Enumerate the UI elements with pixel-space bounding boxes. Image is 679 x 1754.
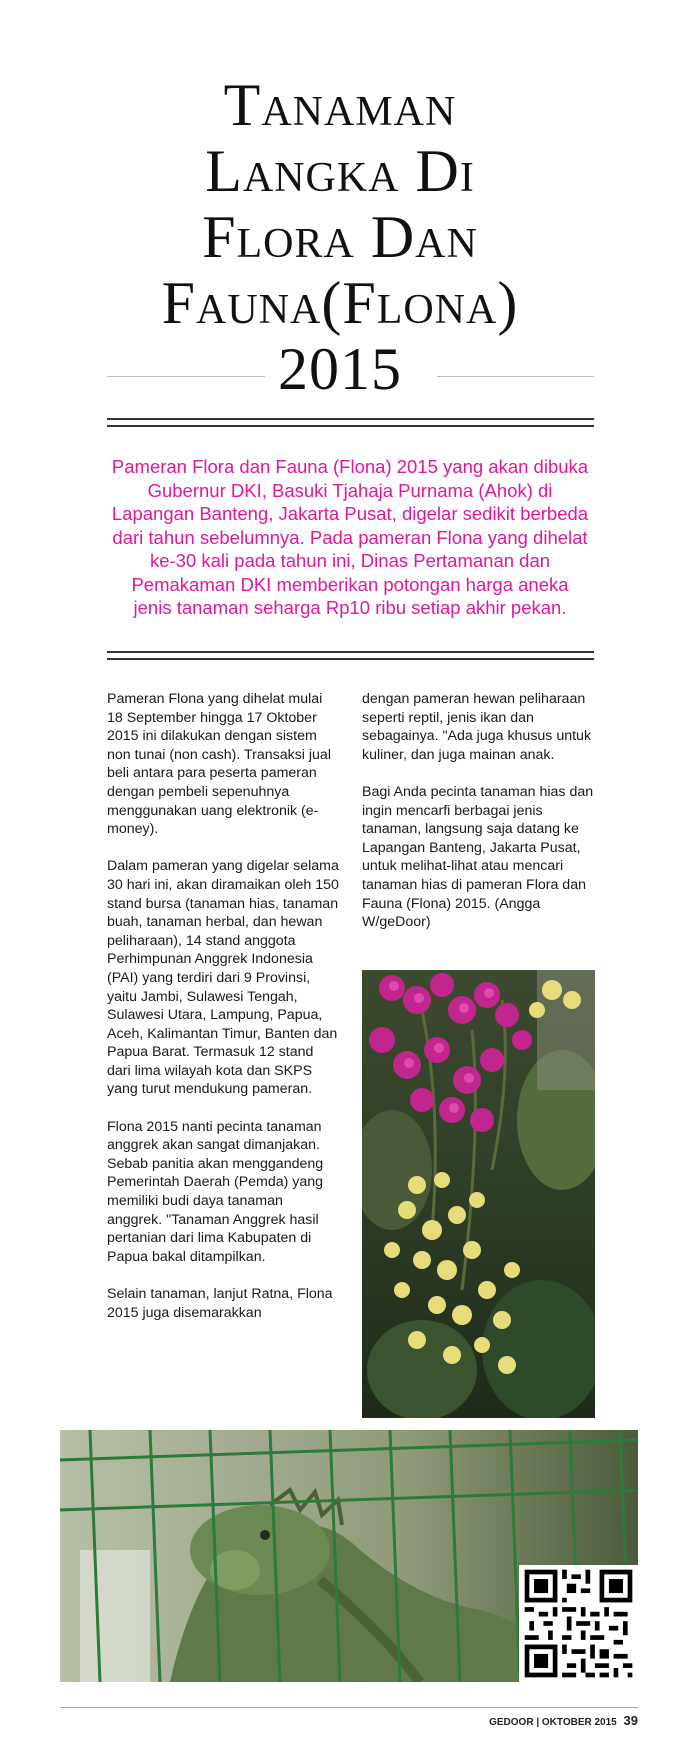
- divider-top-2: [107, 425, 594, 427]
- page-footer: [489, 1713, 638, 1728]
- orchid-photo: [362, 970, 595, 1418]
- lead-paragraph: Pameran Flora dan Fauna (Flona) 2015 yang akan dibuka Gubernur DKI, Basuki Tjahaja Purnama (Ahok) di Lapangan Banteng, Jakarta Pusat, digelar sedikit berbeda dari tahun sebelumnya. Pada pameran Flona yang dihelat ke-30 kali pada tahun ini, Dinas Pertamanan dan Pemakaman DKI memberikan potongan harga aneka jenis tanaman seharga Rp10 ribu setiap akhir pekan.: [111, 456, 589, 618]
- body-paragraph: Dalam pameran yang digelar selama 30 hari ini, akan diramaikan oleh 150 stand bursa (tanaman hias, tanaman buah, tanaman herbal, dan hewan peliharaan), 14 stand anggota Perhimpunan Anggrek Indonesia (PAI) yang terdiri dari 9 Provinsi, yaitu Jambi, Sulawesi Tengah, Sulawesi Utara, Lampung, Papua, Aceh, Kalimantan Timur, Banten dan Papua Barat. Termasuk 12 stand dari lima wilayah kota dan SKPS yang turut mendukung pameran.: [107, 858, 339, 1098]
- divider-top-1: [107, 418, 594, 420]
- divider-bottom-1: [107, 651, 594, 653]
- title-line: Tanaman: [223, 72, 457, 138]
- orchid-illustration: [362, 970, 595, 1418]
- qr-code-graphic: [519, 1565, 638, 1682]
- title-rule-right: [437, 376, 594, 377]
- page-number: 39: [623, 1713, 638, 1728]
- title-line: 2015: [278, 336, 402, 402]
- footer-rule: [60, 1707, 638, 1708]
- qr-code[interactable]: [519, 1565, 638, 1682]
- title-line: Fauna(Flona): [161, 270, 519, 336]
- body-paragraph: dengan pameran hewan peliharaan seperti reptil, jenis ikan dan sebagainya. "Ada juga khusus untuk kuliner, dan juga mainan anak.: [362, 691, 592, 763]
- title-line: Flora Dan: [202, 204, 478, 270]
- body-column-2: [362, 690, 596, 950]
- publication-label: GEDOOR | OKTOBER 2015: [489, 1717, 617, 1728]
- title-rule-left: [107, 376, 265, 377]
- body-paragraph: Selain tanaman, lanjut Ratna, Flona 2015 juga disemarakkan: [107, 1286, 333, 1321]
- body-paragraph: Bagi Anda pecinta tanaman hias dan ingin mencarfi berbagai jenis tanaman, langsung saja datang ke Lapangan Banteng, Jakarta Pusat, untuk melihat-lihat atau mencari tanaman hias di pameran Flora dan Fauna (Flona) 2015. (Angga W/geDoor): [362, 783, 594, 931]
- article-title: [60, 72, 620, 402]
- body-column-1: [107, 690, 339, 1341]
- body-paragraph: Flona 2015 nanti pecinta tanaman anggrek akan sangat dimanjakan. Sebab panitia akan menggandeng Pemerintah Daerah (Pemda) yang memiliki budi daya tanaman anggrek. "Tanaman Anggrek hasil pertanian dari lima Kabupaten di Papua bakal ditampilkan.: [107, 1118, 324, 1265]
- body-paragraph: Pameran Flona yang dihelat mulai 18 September hingga 17 Oktober 2015 ini dilakukan dengan sistem non tunai (non cash). Transaksi jual beli antara para peserta pameran dengan pembeli sepenuhnya menggunakan uang elektronik (e-money).: [107, 691, 331, 838]
- title-line: Langka Di: [205, 138, 475, 204]
- divider-bottom-2: [107, 658, 594, 660]
